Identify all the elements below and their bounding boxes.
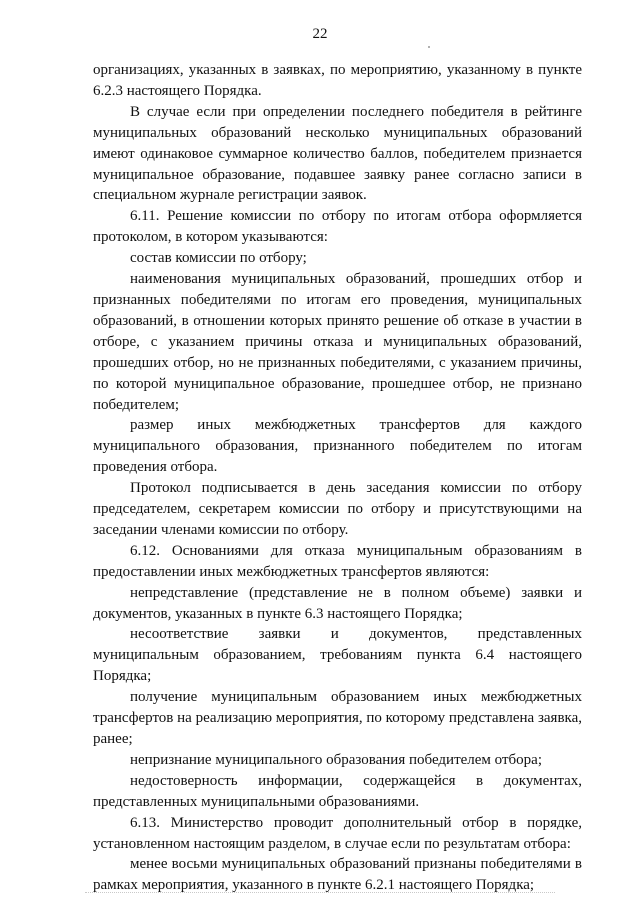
- paragraph-tie-rule: В случае если при определении последнего победителя в рейтинге муниципальных образований несколько муниципальных образований имеют одинаковое суммарное количество баллов, победителем признается муниципальное образование, подавшее заявку ранее согласно записи в специальном журнале регистрации заявок.: [93, 103, 582, 204]
- paragraph-non-submission: непредставление (представление не в полном объеме) заявки и документов, указанных в пункте 6.3 настоящего Порядка;: [93, 584, 582, 622]
- paragraph-protocol-signing: Протокол подписывается в день заседания комиссии по отбору председателем, секретарем комиссии по отбору и присутствующими на заседании членами комиссии по отбору.: [93, 480, 582, 538]
- paragraph-municipality-names: наименования муниципальных образований, прошедших отбор и признанных победителями по итогам его проведения, муниципальных образований, в отношении которых принято решение об отказе в участии в отборе, с указанием причины отказа и муниципальных образований, прошедших отбор, но не признанных победителями, с указанием причины, по которой муниципальное образование, прошедшее отбор, не признано победителем;: [93, 271, 582, 413]
- paragraph-continuation: организациях, указанных в заявках, по мероприятию, указанному в пункте 6.2.3 настоящего Порядка.: [93, 62, 582, 99]
- paragraph-commission-composition: состав комиссии по отбору;: [130, 250, 307, 267]
- paragraph-prior-receipt: получение муниципальным образованием иных межбюджетных трансфертов на реализацию мероприятия, по которому представлена заявка, ранее;: [93, 689, 582, 747]
- paragraph-6-13: 6.13. Министерство проводит дополнительный отбор в порядке, установленном настоящим разделом, в случае если по результатам отбора:: [93, 814, 582, 852]
- scan-speck: [428, 46, 430, 48]
- document-body: [93, 60, 582, 896]
- paragraph-6-12: 6.12. Основаниями для отказа муниципальным образованиям в предоставлении иных межбюджетных трансфертов являются:: [93, 542, 582, 580]
- paragraph-6-11: 6.11. Решение комиссии по отбору по итогам отбора оформляется протоколом, в котором указываются:: [93, 208, 582, 246]
- paragraph-unreliable-info: недостоверность информации, содержащейся в документах, представленных муниципальными образованиями.: [93, 772, 582, 810]
- page-number: 22: [312, 26, 328, 42]
- paragraph-not-winner: непризнание муниципального образования победителем отбора;: [130, 751, 542, 768]
- paragraph-transfer-size: размер иных межбюджетных трансфертов для каждого муниципального образования, признанного победителем по итогам проведения отбора.: [93, 417, 582, 476]
- paragraph-non-compliance: несоответствие заявки и документов, представленных муниципальным образованием, требованиям пункта 6.4 настоящего Порядка;: [93, 626, 582, 685]
- scan-edge-line: [85, 892, 555, 893]
- paragraph-fewer-than-eight: менее восьми муниципальных образований признаны победителями в рамках мероприятия, указанного в пункте 6.2.1 настоящего Порядка;: [93, 856, 582, 894]
